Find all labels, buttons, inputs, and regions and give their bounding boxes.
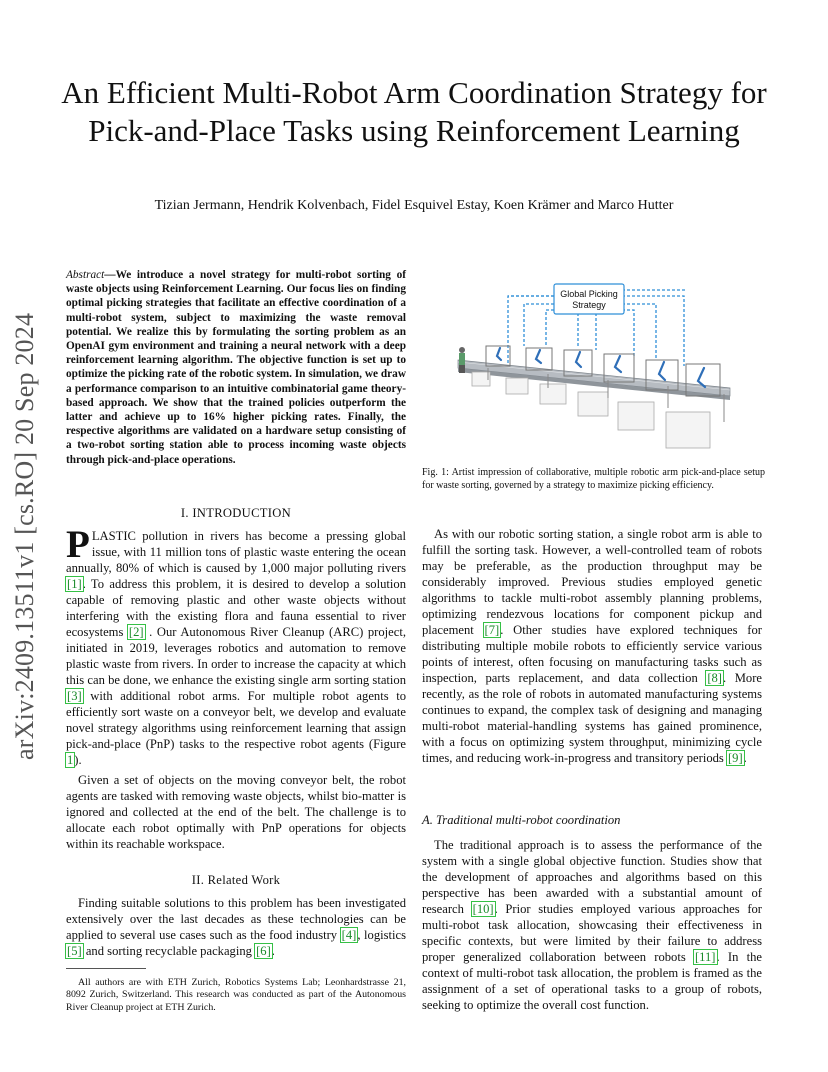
- paper-title: An Efficient Multi-Robot Arm Coordination Strategy for Pick-and-Place Tasks using Reinforcement Learning: [61, 75, 767, 148]
- related-work-paragraph: Finding suitable solutions to this problem has been investigated extensively over the last decades as these technologies can be applied to several use cases such as the food industry [4], logistics [5] and sorting recyclable packaging [6].: [66, 896, 406, 958]
- operator-figure: [459, 347, 465, 373]
- footnote-divider: [66, 968, 146, 969]
- figure-1: [428, 276, 766, 462]
- right-column-paragraph-1: As with our robotic sorting station, a single robot arm is able to fulfill the sorting task. However, a well-controlled team of robots may be preferable, as the production throughput may be considerably improved. Previous studies employed genetic algorithms to tackle multi-robot assembly planning problems, optimizing rendezvous locations for component pickup and placement [7]. Other studies have explored techniques for distributing multiple mobile robots to efficiently service various points of interest, often focusing on manufacturing tasks such as inspection, parts replacement, and data collection [8]. More recently, as the role of robots in automated manufacturing systems continues to expand, the complex task of designing and managing multi-robot material-handling systems has gained prominence, with a focus on optimizing system throughput, minimizing cycle times, and reducing work-in-progress and transitory periods [9].: [422, 527, 762, 765]
- arxiv-identifier-text: arXiv:2409.13511v1 [cs.RO] 20 Sep 2024: [10, 312, 39, 760]
- figure-link[interactable]: 1: [67, 753, 74, 767]
- global-strategy-label-2: Strategy: [572, 300, 606, 310]
- arxiv-identifier: [8, 287, 39, 760]
- citation-link[interactable]: [3]: [67, 689, 82, 703]
- section-heading-introduction: I. INTRODUCTION: [180, 506, 292, 520]
- author-affiliation-footnote: All authors are with ETH Zurich, Robotics Systems Lab; Leonhardstrasse 21, 8092 Zurich, Switzerland. This research was conducted as part of the Autonomous River Cleanup project at ETH Zurich.: [66, 977, 406, 1013]
- author-list: Tizian Jermann, Hendrik Kolvenbach, Fidel Esquivel Estay, Koen Krämer and Marco Hutter: [154, 198, 674, 213]
- citation-link[interactable]: [10]: [472, 902, 494, 916]
- citation-link[interactable]: [9]: [727, 751, 743, 765]
- citation-link[interactable]: [4]: [341, 928, 357, 942]
- citation-link[interactable]: [2]: [128, 625, 144, 639]
- abstract: [66, 268, 406, 467]
- drop-cap: P: [66, 523, 90, 566]
- citation-link[interactable]: [6]: [256, 944, 271, 958]
- subsection-heading: A. Traditional multi-robot coordination: [422, 813, 621, 827]
- citation-link[interactable]: [11]: [694, 950, 716, 964]
- citation-link[interactable]: [5]: [67, 944, 82, 958]
- section-heading-related-work: II. Related Work: [191, 873, 281, 887]
- citation-link[interactable]: [8]: [707, 671, 722, 685]
- abstract-text: —We introduce a novel strategy for multi-robot sorting of waste objects using Reinforcement Learning. Our focus lies on finding optimal picking strategies that facilitate an effective coordination of a multi-robot system, subject to maximizing the waste removal potential. We realize this by formulating the sorting problem as an OpenAI gym environment and training a neural network with a deep reinforcement learning algorithm. The objective function is set up to optimize the picking rate of the robotic system. In simulation, we draw a performance comparison to an intuitive combinatorial game theory-based approach. We show that the trained policies outperform the latter and achieve up to 16% higher picking rates. Finally, the respective algorithms are validated on a hardware setup consisting of a two-robot sorting station able to process incoming waste objects through pick-and-place operations.: [66, 269, 406, 466]
- global-strategy-label-1: Global Picking: [560, 289, 618, 299]
- intro-paragraph-1: PLASTIC pollution in rivers has become a pressing global issue, with 11 million tons of plastic waste entering the ocean annually, 80% of which is caused by 1,000 major polluting rivers [1]. To address this problem, it is desired to develop a solution capable of removing plastic and other waste objects without interfering with the existing flora and fauna essential to river ecosystems [2] . Our Autonomous River Cleanup (ARC) project, initiated in 2019, leverages robotics and automation to remove plastic waste from rivers. In order to increase the capacity at which this can be done, we enhance the existing single arm sorting station [3] with additional robot arms. For multiple robot agents to efficiently sort waste on a conveyor belt, we develop and evaluate novel strategy algorithms using reinforcement learning that assign pick-and-place (PnP) tasks to the respective robot agents (Figure 1).: [66, 523, 406, 767]
- abstract-label: Abstract: [66, 269, 105, 281]
- citation-link[interactable]: [1]: [67, 577, 82, 591]
- figure-caption: Fig. 1: Artist impression of collaborative, multiple robotic arm pick-and-place setup for waste sorting, governed by a strategy to maximize picking efficiency.: [422, 467, 765, 491]
- citation-link[interactable]: [7]: [484, 623, 500, 637]
- sorting-station-illustration: [428, 276, 766, 462]
- intro-paragraph-2: Given a set of objects on the moving conveyor belt, the robot agents are tasked with removing waste objects, whilst bio-matter is ignored and collected at the end of the belt. The challenge is to allocate each robot optimally with PnP operations for objects within its reachable workspace.: [66, 773, 406, 851]
- right-column-paragraph-2: The traditional approach is to assess the performance of the system with a single global objective function. Studies show that the development of approaches and algorithms based on this perspective has been awarded with a substantial amount of research [10]. Prior studies employed various approaches for multi-robot task allocation, showcasing their effectiveness in specific contexts, but were limited by their failure to address proper generalized collaboration between robots [11]. In the context of multi-robot task allocation, the problem is framed as the assignment of a set of operational tasks to a group of robots, seeking to optimize the overall cost function.: [422, 838, 763, 1012]
